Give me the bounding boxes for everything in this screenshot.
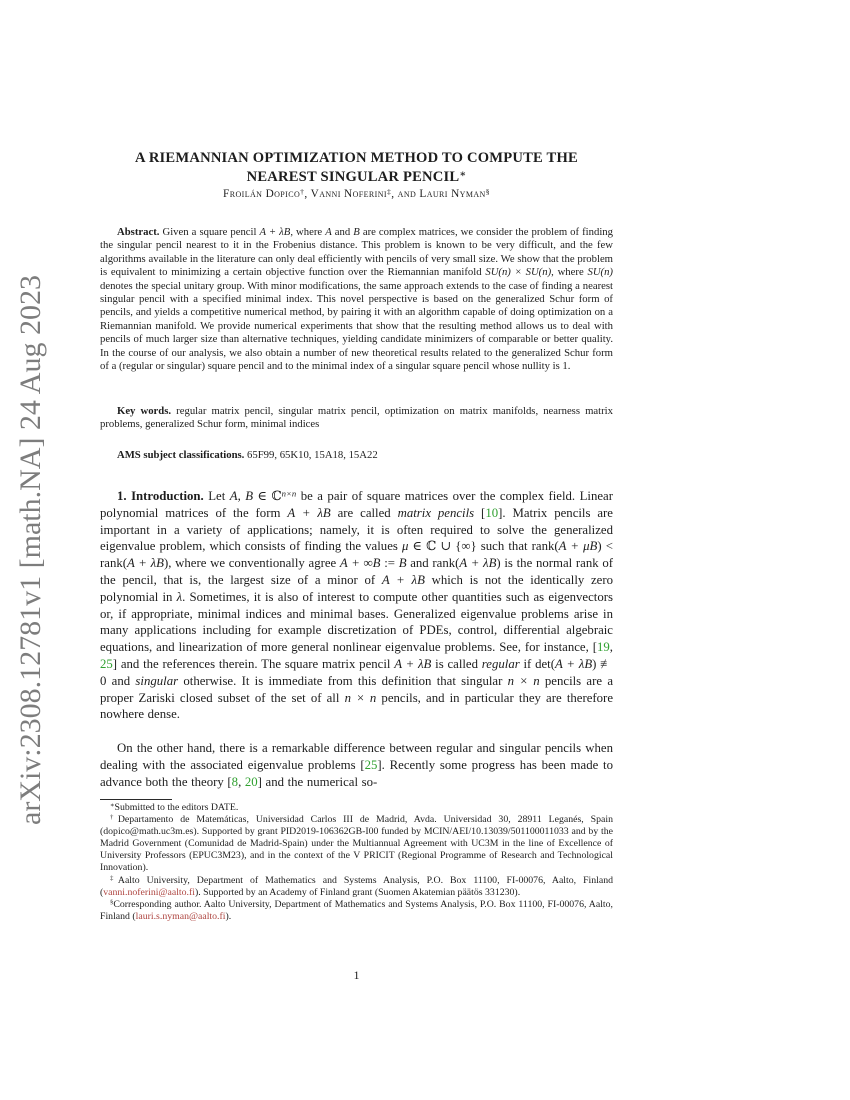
text-run: . Sometimes, it is also of interest to compute other quantities such as eigenvectors or, if appropriate, minimal indices and minimal bases. Generalized eigenvalue problems arise in many applications including for example discretization of PDEs, control, differential algebraic equations, and linearization of more general nonlinear eigenvalue problems. See, for instance, [ [100,589,613,655]
text-run: := [380,556,399,571]
text-run: μ [401,539,409,554]
text-run: ) ≢ 0 and [100,656,613,688]
text-run: , [238,774,245,789]
text-run: denotes the special unitary group. With minor modifications, the same approach extends to the case of finding a nearest singular pencil with a specified minimal index. This novel perspective is based on the generalized Schur form of pencils, and yields a competitive numerical method, by pairing it with an algorithm capable of doing optimization on a Riemannian manifold. We provide numerical experiments that show that the resulting method allows us to deal with pencils of much larger size than alternative techniques, yielding candidate minimizers of comparable or better quality. In the course of our analysis, we also obtain a number of new theoretical results related to the generalized Schur form of a (regular or singular) square pencil and to the minimal index of a singular square pencil whose nullity is 1. [100,279,613,373]
text-run: [ [474,505,486,520]
text-run: is called [431,656,482,671]
text-run: , and [391,188,420,200]
text-run: Abstract. [117,226,160,238]
text-run: ). [225,910,232,922]
keywords-paragraph [100,405,613,432]
text-run: Vanni Noferini [310,188,387,200]
email-link[interactable]: lauri.s.nyman@aalto.fi [135,910,226,922]
text-run: Let [203,489,230,503]
text-run: On the other hand, there is a remarkable difference between regular and singular pencils when dealing with the associated eigenvalue problems [ [100,741,613,772]
paper-title [100,149,613,186]
text-run: are called [330,505,398,520]
text-run: , [304,188,311,200]
text-run: which is not the identically zero polynomial in [100,572,614,604]
text-run: pencils, and in particular they are therefore nowhere dense. [100,690,613,722]
footnotes-block [100,802,613,923]
text-run: ‡ [386,186,392,196]
text-run: be a pair of square matrices over the complex field. Linear polynomial matrices of the form [100,489,613,520]
text-run: n × n [344,690,377,705]
text-run: ∈ ℂ ∪ {∞} such that rank( [408,539,559,554]
text-run: otherwise. It is immediate from this definition that singular [178,673,508,688]
text-run: A + λB [381,572,425,587]
text-run: † [300,186,305,196]
citation-link[interactable]: 25 [100,656,113,671]
citation-link[interactable]: 10 [485,505,499,520]
introduction-paragraph-1 [100,488,613,723]
text-run: , where [290,226,326,238]
text-run: A + λB [459,556,497,571]
text-run: A + λB [394,656,432,671]
page-number: 1 [353,968,360,982]
arxiv-watermark: arXiv:2308.12781v1 [math.NA] 24 Aug 2023 [14,275,47,825]
text-run: λ [176,589,183,604]
footnote-rule [100,799,172,800]
text-run: † [110,814,118,822]
footnote-dopico-affiliation [100,814,613,874]
text-run: A + λB [287,505,331,520]
text-run: are complex matrices, we consider the problem of finding the singular pencil nearest to it in the Frobenius distance. This problem is known to be very difficult, and the few algorithms available in the literature can only deal efficiently with pencils of very small size. We show that the problem is equivalent to minimizing a certain objective function over the Riemannian manifold [100,226,613,279]
text-run: Departamento de Matemáticas, Universidad Carlos III de Madrid, Avda. Universidad 30, 28911 Leganés, Spain (dopico@math.uc3m.es). Supported by grant PID2019-106362GB-I00 funded by MCIN/AEI/10.13039/501100011033 and by the Madrid Government (Comunidad de Madrid-Spain) under the Multiannual Agreement with UC3M in the line of Excellence of University Professors (EPUC3M23), and in the context of the V PRICIT (Regional Programme of Research and Technological Innovation). [100,814,613,874]
text-run: A RIEMANNIAN OPTIMIZATION METHOD TO COMPUTE THE NEAREST SINGULAR PENCIL [135,150,578,185]
text-run: SU(n) [587,266,613,279]
citation-link[interactable]: 25 [364,757,378,772]
ams-classifications [100,449,613,462]
text-run: ) < rank( [100,539,613,571]
text-run: Corresponding author. Aalto University, Department of Mathematics and Systems Analysis, P.O. Box 11100, FI-00076, Aalto, Finland ( [100,898,613,922]
text-run: if det( [519,656,555,671]
text-run: A, B [229,489,254,503]
text-run: A + μB [558,539,598,554]
text-run: Given a square pencil [159,226,260,238]
footnote-submitted [100,802,613,814]
introduction-paragraph-2 [100,740,613,790]
text-run: 1. Introduction. [117,489,204,503]
text-run: A + ∞B [339,556,381,571]
footnote-noferini-affiliation [100,875,613,899]
text-run: ]. Matrix pencils are important in a variety of applications; namely, it is often required to solve the generalized eigenvalue problem, which consists of finding the values [100,505,613,554]
text-run: A + λB [259,226,291,238]
text-run: , where [551,266,588,279]
text-run: singular [135,673,179,688]
text-run: § [485,186,490,196]
text-run: A + λB [555,656,593,671]
text-column [100,0,613,1100]
text-run: B [398,556,407,571]
text-run: Submitted to the editors DATE. [114,802,239,813]
text-run: ] and the references therein. The square matrix pencil [112,656,395,671]
text-run: B [353,226,360,238]
text-run: n × n [507,673,540,688]
abstract-paragraph [100,226,613,373]
text-run: ∗ [459,168,467,180]
text-run: ‡ [110,874,118,882]
text-run: ∗ [110,802,115,810]
citation-link[interactable]: 8 [231,774,239,789]
email-link[interactable]: vanni.noferini@aalto.fi [103,886,195,898]
text-run: ∈ ℂ [253,489,282,503]
footnote-nyman-affiliation [100,899,613,923]
text-run: Froilán Dopico [223,188,301,200]
text-run: A [325,226,332,238]
text-run: SU(n) × SU(n) [485,266,552,279]
text-run: regular [481,656,520,671]
text-run: matrix pencils [397,505,475,520]
text-run: and rank( [406,556,460,571]
text-run: ]. Recently some progress has been made to advance both the theory [ [100,757,613,789]
citation-link[interactable]: 19 [597,640,610,655]
citation-link[interactable]: 20 [244,774,258,789]
text-run: Lauri Nyman [419,188,486,200]
text-run: § [110,898,114,906]
authors-line [100,188,613,200]
text-run: ) is the normal rank of the pencil, that is, the largest size of a minor of [100,556,614,587]
text-run: ), where we conventionally agree [164,556,340,571]
text-run: , [609,640,613,655]
text-run: pencils are a proper Zariski closed subset of the set of all [100,673,613,705]
text-run: and [331,226,354,238]
text-run: ). Supported by an Academy of Finland grant (Suomen Akatemian päätös 331230). [195,886,521,898]
text-run: Aalto University, Department of Mathematics and Systems Analysis, P.O. Box 11100, FI-00076, Aalto, Finland ( [100,874,614,898]
text-run: 65F99, 65K10, 15A18, 15A22 [244,449,378,461]
text-run: Key words. [117,405,172,417]
text-run: n×n [281,488,297,499]
text-run: A + λB [127,556,164,571]
text-run: regular matrix pencil, singular matrix pencil, optimization on matrix manifolds, nearness matrix problems, generalized Schur form, minimal indices [100,405,613,431]
text-run: AMS subject classifications. [117,449,245,461]
text-run: ] and the numerical so- [257,774,378,789]
